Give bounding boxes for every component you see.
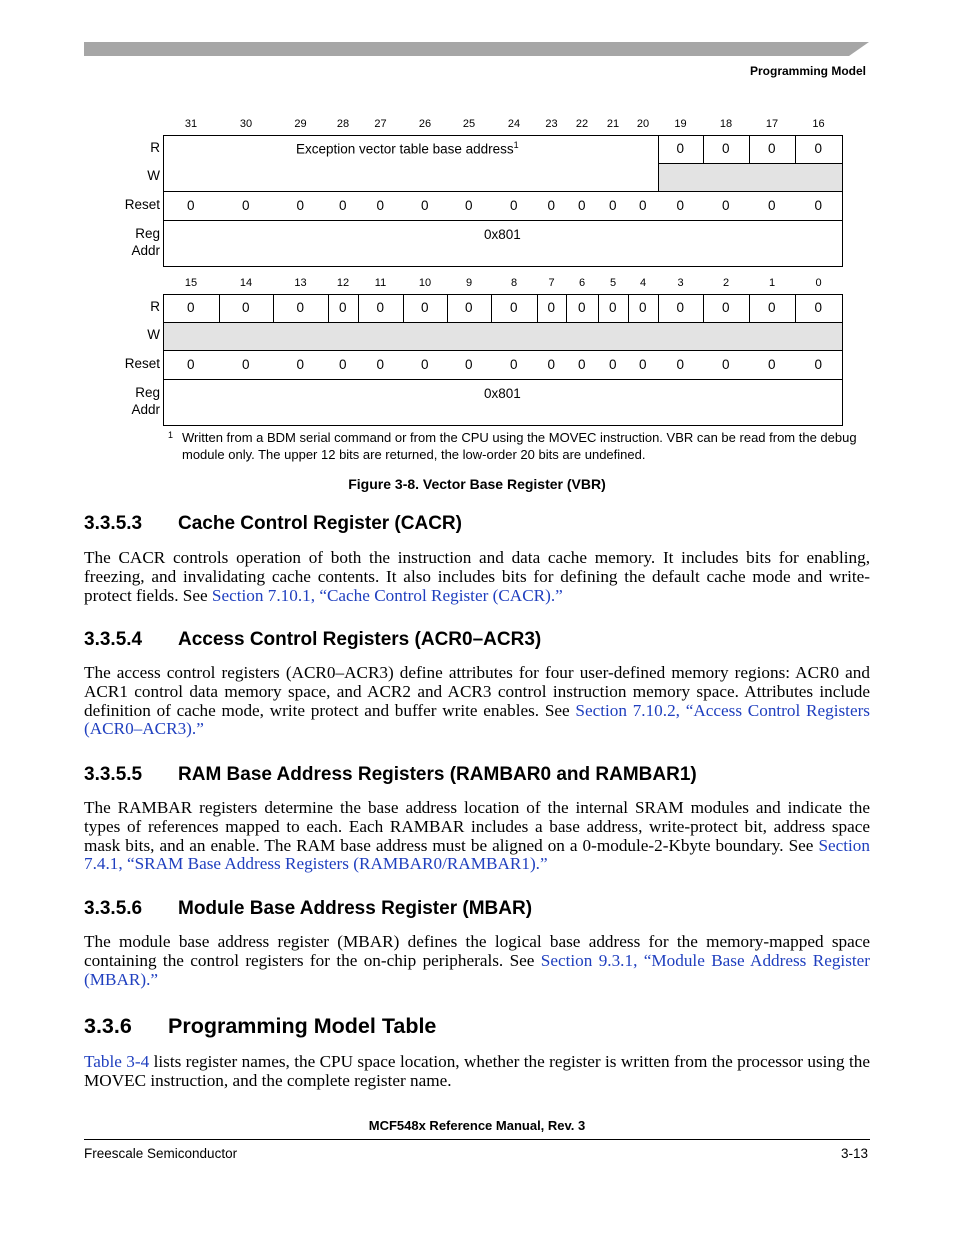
reset-bit-value: 0 bbox=[814, 357, 823, 372]
paragraph-text: The module base address register (MBAR) defines the logical base address for the memory-mapped space containing the control registers for the on-chip peripherals. See bbox=[84, 932, 870, 970]
bit-number: 25 bbox=[462, 118, 476, 130]
reset-bit-value: 0 bbox=[547, 198, 556, 213]
section-title: Cache Control Register (CACR) bbox=[178, 513, 462, 534]
bit-number: 20 bbox=[636, 118, 650, 130]
bit-number: 2 bbox=[722, 277, 730, 289]
section-title: Module Base Address Register (MBAR) bbox=[178, 898, 533, 919]
reset-bit-value: 0 bbox=[187, 198, 195, 213]
reset-bit-value: 0 bbox=[510, 357, 518, 372]
cross-reference-link[interactable]: Section 7.4.1, “SRAM Base Address Registers (RAMBAR0/RAMBAR1).” bbox=[84, 835, 870, 874]
bit-number: 9 bbox=[465, 277, 473, 289]
reset-bit-value: 0 bbox=[639, 198, 647, 213]
reset-bit-value: 0 bbox=[814, 198, 823, 213]
paragraph-text: The RAMBAR registers determine the base address location of the internal SRAM modules and indicate the types of references mapped to each. Each RAMBAR includes a base address, write-protect bit, address space mask bits, and an enable. The RAM base address must be aligned on a 0-module-2-Kbyte boundary. See bbox=[84, 798, 870, 855]
read-bit-value: 0 bbox=[722, 141, 730, 156]
reset-bit-value: 0 bbox=[639, 357, 647, 372]
bit-number: 14 bbox=[239, 277, 253, 289]
bit-number: 11 bbox=[374, 277, 387, 289]
footer-page-number: 3-13 bbox=[840, 1146, 868, 1161]
footer-company: Freescale Semiconductor bbox=[84, 1146, 238, 1161]
section-heading-acr bbox=[84, 629, 541, 651]
cross-reference-link[interactable]: Section 9.3.1, “Module Base Address Register (MBAR).” bbox=[84, 950, 871, 989]
bit-number: 29 bbox=[294, 118, 307, 130]
reset-bit-value: 0 bbox=[187, 357, 195, 372]
section-number: 3.3.5.5 bbox=[84, 764, 143, 785]
bit-number: 30 bbox=[239, 118, 253, 130]
bit-number: 5 bbox=[609, 277, 617, 289]
paragraph-programming-model-table bbox=[84, 1053, 870, 1091]
section-number: 3.3.6 bbox=[84, 1014, 132, 1038]
header-bar bbox=[84, 42, 869, 56]
row-label-read: R bbox=[150, 299, 160, 314]
row-label-reset: Reset bbox=[124, 197, 160, 212]
read-bit-value: 0 bbox=[814, 141, 823, 156]
section-heading-rambar bbox=[84, 764, 697, 786]
reset-bit-value: 0 bbox=[722, 357, 730, 372]
bit-divider bbox=[749, 294, 750, 322]
bit-number: 24 bbox=[507, 118, 521, 130]
row-label-write: W bbox=[147, 327, 160, 342]
bit-divider bbox=[537, 294, 538, 322]
read-bit-value: 0 bbox=[547, 300, 556, 315]
field-footnote-mark: 1 bbox=[513, 140, 519, 150]
bit-number: 8 bbox=[510, 277, 518, 289]
bit-number: 17 bbox=[765, 118, 779, 130]
cross-reference-link[interactable]: Section 7.10.2, “Access Control Registers (ACR0–ACR3).” bbox=[84, 700, 870, 739]
paragraph-cacr bbox=[84, 549, 870, 605]
row-divider bbox=[163, 191, 843, 192]
read-bit-value: 0 bbox=[768, 300, 776, 315]
field-name-exception-vector-base bbox=[296, 140, 519, 157]
bit-number: 19 bbox=[674, 118, 687, 130]
bit-divider bbox=[628, 294, 629, 322]
footnote bbox=[168, 429, 858, 463]
row-divider bbox=[163, 322, 843, 323]
bit-number: 31 bbox=[184, 118, 198, 130]
bit-number: 7 bbox=[548, 277, 555, 289]
reset-bit-value: 0 bbox=[339, 198, 347, 213]
read-bit-value: 0 bbox=[376, 300, 385, 315]
field-name-text: Exception vector table base address bbox=[296, 141, 514, 157]
cross-reference-link[interactable]: Section 7.10.1, “Cache Control Register (CACR).” bbox=[211, 585, 563, 605]
read-bit-value: 0 bbox=[814, 300, 823, 315]
row-label-addr: Addr bbox=[131, 402, 160, 417]
bit-number: 16 bbox=[812, 118, 825, 130]
read-bit-value: 0 bbox=[296, 300, 305, 315]
bit-divider bbox=[795, 294, 796, 322]
row-divider bbox=[163, 379, 843, 380]
reset-bit-value: 0 bbox=[578, 357, 586, 372]
bit-number: 0 bbox=[815, 277, 822, 289]
read-bit-value: 0 bbox=[676, 141, 685, 156]
bit-number: 18 bbox=[719, 118, 733, 130]
register-address: 0x801 bbox=[484, 386, 521, 401]
reset-bit-value: 0 bbox=[465, 198, 473, 213]
bit-divider bbox=[491, 294, 492, 322]
reserved-shade bbox=[164, 323, 842, 350]
bit-divider bbox=[566, 294, 567, 322]
read-bit-value: 0 bbox=[676, 300, 685, 315]
bit-number: 13 bbox=[294, 277, 307, 289]
bit-divider bbox=[598, 294, 599, 322]
bit-divider bbox=[358, 294, 359, 322]
section-title: Access Control Registers (ACR0–ACR3) bbox=[178, 629, 542, 650]
reset-bit-value: 0 bbox=[296, 357, 305, 372]
section-heading-programming-model-table bbox=[84, 1014, 436, 1039]
footnote-mark: 1 bbox=[168, 430, 174, 440]
row-divider bbox=[163, 220, 843, 221]
reset-bit-value: 0 bbox=[768, 198, 776, 213]
section-title: Programming Model Table bbox=[168, 1014, 437, 1038]
bit-divider bbox=[749, 135, 750, 163]
paragraph-text: The access control registers (ACR0–ACR3) define attributes for four user-defined memory regions: ACR0 and ACR1 control data memory space, and ACR2 and ACR3 control instruction memory space. Attributes include definition of cache mode, write protect and buffer write enables. See bbox=[84, 663, 870, 720]
reset-bit-value: 0 bbox=[376, 357, 385, 372]
reset-bit-value: 0 bbox=[578, 198, 586, 213]
bit-divider bbox=[703, 294, 704, 322]
reset-bit-value: 0 bbox=[609, 198, 617, 213]
read-bit-value: 0 bbox=[242, 300, 250, 315]
bit-divider bbox=[795, 135, 796, 163]
read-bit-value: 0 bbox=[510, 300, 518, 315]
bit-number: 10 bbox=[418, 277, 432, 289]
reset-bit-value: 0 bbox=[339, 357, 347, 372]
bit-number: 12 bbox=[336, 277, 350, 289]
row-label-write: W bbox=[147, 168, 160, 183]
row-label-read: R bbox=[150, 140, 160, 155]
table-reference-link[interactable]: Table 3-4 bbox=[84, 1052, 150, 1071]
reset-bit-value: 0 bbox=[609, 357, 617, 372]
bit-number: 22 bbox=[575, 118, 589, 130]
read-bit-value: 0 bbox=[609, 300, 617, 315]
bit-number: 21 bbox=[606, 118, 620, 130]
reset-bit-value: 0 bbox=[242, 357, 250, 372]
read-bit-value: 0 bbox=[578, 300, 586, 315]
bit-divider bbox=[328, 294, 329, 322]
read-bit-value: 0 bbox=[722, 300, 730, 315]
bit-number: 27 bbox=[374, 118, 387, 130]
bit-divider bbox=[273, 294, 274, 322]
footer-divider bbox=[84, 1139, 870, 1140]
reserved-shade bbox=[659, 164, 842, 191]
reset-bit-value: 0 bbox=[676, 357, 685, 372]
reset-bit-value: 0 bbox=[547, 357, 556, 372]
reset-bit-value: 0 bbox=[376, 198, 385, 213]
row-label-reg: Reg bbox=[135, 385, 160, 400]
reset-bit-value: 0 bbox=[768, 357, 776, 372]
reset-bit-value: 0 bbox=[421, 357, 429, 372]
paragraph-text: lists register names, the CPU space location, whether the register is written from the processor using the MOVEC instruction, and the complete register name. bbox=[84, 1052, 870, 1090]
running-head: Programming Model bbox=[749, 64, 866, 78]
read-bit-value: 0 bbox=[421, 300, 429, 315]
bit-number: 6 bbox=[578, 277, 586, 289]
row-divider bbox=[163, 350, 843, 351]
reset-bit-value: 0 bbox=[510, 198, 518, 213]
paragraph-text: The CACR controls operation of both the instruction and data cache memory. It includes bits for enabling, freezing, and invalidating cache contents. It also includes bits for defining the default cache mode and write-protect fields. See bbox=[84, 548, 870, 605]
read-bit-value: 0 bbox=[187, 300, 195, 315]
read-bit-value: 0 bbox=[339, 300, 347, 315]
bit-divider bbox=[447, 294, 448, 322]
section-heading-cacr bbox=[84, 513, 462, 535]
footer-manual-title: MCF548x Reference Manual, Rev. 3 bbox=[368, 1118, 586, 1133]
bit-number: 28 bbox=[336, 118, 350, 130]
paragraph-acr bbox=[84, 664, 870, 739]
row-label-reg: Reg bbox=[135, 226, 160, 241]
row-label-reset: Reset bbox=[124, 356, 160, 371]
bit-divider bbox=[658, 163, 659, 191]
reset-bit-value: 0 bbox=[421, 198, 429, 213]
section-number: 3.3.5.4 bbox=[84, 629, 143, 650]
reset-bit-value: 0 bbox=[676, 198, 685, 213]
reset-bit-value: 0 bbox=[242, 198, 250, 213]
figure-caption: Figure 3-8. Vector Base Register (VBR) bbox=[348, 476, 606, 492]
bit-divider bbox=[403, 294, 404, 322]
read-bit-value: 0 bbox=[465, 300, 473, 315]
paragraph-rambar bbox=[84, 799, 870, 874]
section-title: RAM Base Address Registers (RAMBAR0 and RAMBAR1) bbox=[178, 764, 697, 785]
paragraph-mbar bbox=[84, 933, 870, 989]
section-number: 3.3.5.3 bbox=[84, 513, 143, 534]
bit-number: 23 bbox=[545, 118, 558, 130]
read-bit-value: 0 bbox=[768, 141, 776, 156]
footnote-text: Written from a BDM serial command or from the CPU using the MOVEC instruction. VBR can be read from the debug module only. The upper 12 bits are returned, the low-order 20 bits are undefined. bbox=[182, 430, 857, 462]
bit-number: 1 bbox=[768, 277, 776, 289]
section-heading-mbar bbox=[84, 898, 532, 920]
register-address: 0x801 bbox=[484, 227, 521, 242]
bit-number: 26 bbox=[418, 118, 432, 130]
bit-divider bbox=[658, 135, 659, 163]
bit-number: 4 bbox=[639, 277, 647, 289]
bit-divider bbox=[658, 294, 659, 322]
reset-bit-value: 0 bbox=[722, 198, 730, 213]
reset-bit-value: 0 bbox=[296, 198, 305, 213]
section-number: 3.3.5.6 bbox=[84, 898, 143, 919]
register-frame bbox=[163, 294, 843, 426]
reset-bit-value: 0 bbox=[465, 357, 473, 372]
bit-number: 15 bbox=[184, 277, 198, 289]
row-label-addr: Addr bbox=[131, 243, 160, 258]
row-divider bbox=[658, 163, 843, 164]
read-bit-value: 0 bbox=[639, 300, 647, 315]
bit-divider bbox=[219, 294, 220, 322]
bit-divider bbox=[703, 135, 704, 163]
bit-number: 3 bbox=[677, 277, 684, 289]
